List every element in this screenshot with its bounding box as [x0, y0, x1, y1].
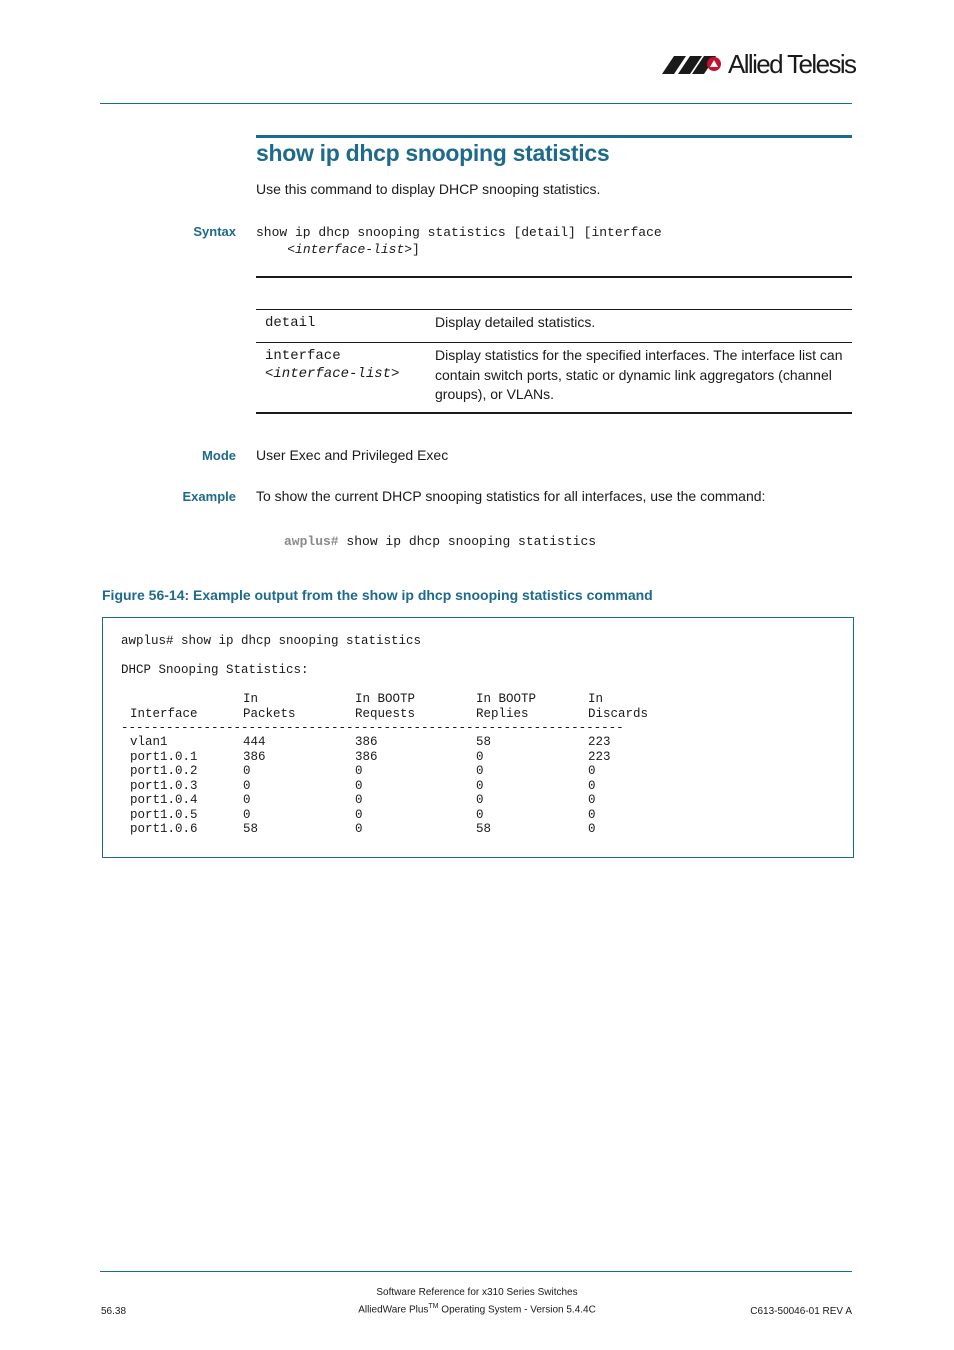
table-cell: 0 [588, 822, 596, 836]
intro-text: Use this command to display DHCP snooping statistics. [256, 181, 601, 197]
param-table-row-rule [256, 342, 852, 343]
syntax-bracket-close: >] [404, 242, 420, 257]
example-command-text: show ip dhcp snooping statistics [346, 534, 597, 549]
output-col-packets: In Packets [243, 692, 296, 721]
footer-line2: AlliedWare Plus™ Operating System - Version 5.4.4C [358, 1303, 596, 1316]
table-cell: 223 [588, 735, 611, 749]
param-name-interface: interface [265, 348, 341, 364]
table-cell: 0 [588, 778, 596, 793]
brand-name: Allied Telesis [728, 48, 856, 79]
table-cell: port1.0.1 [130, 749, 198, 764]
table-cell: 0 [355, 807, 363, 822]
figure-caption: Figure 56-14: Example output from the show ip dhcp snooping statistics command [102, 587, 653, 603]
output-command-line: awplus# show ip dhcp snooping statistics [121, 634, 422, 648]
output-col-discards: In Discards [588, 692, 649, 721]
param-name-detail: detail [265, 315, 316, 331]
footer-doc-id: C613-50046-01 REV A [750, 1306, 852, 1317]
table-cell: 0 [355, 764, 363, 778]
table-cell: 58 [243, 822, 259, 836]
table-cell: 0 [355, 793, 363, 807]
table-cell: 0 [588, 793, 596, 807]
output-heading: DHCP Snooping Statistics: [121, 663, 309, 677]
syntax-label: Syntax [193, 224, 236, 239]
output-col-requests: In BOOTP Requests [355, 692, 416, 721]
table-cell: 0 [588, 807, 596, 822]
table-cell: 0 [588, 764, 596, 778]
mode-label: Mode [202, 448, 236, 463]
example-prompt: awplus# [284, 534, 339, 549]
allied-telesis-logo [662, 48, 855, 80]
syntax-bracket-open: < [287, 242, 296, 257]
param-name-interface-list: <interface-list> [265, 366, 400, 382]
table-cell: 386 [355, 749, 378, 764]
footer-page-number: 56.38 [101, 1306, 127, 1317]
output-col-replies: In BOOTP Replies [476, 692, 537, 721]
syntax-line1: show ip dhcp snooping statistics [detail] [interface [256, 225, 662, 240]
table-cell: 386 [243, 749, 266, 764]
param-desc-detail: Display detailed statistics. [435, 314, 596, 330]
footer-line1: Software Reference for x310 Series Switches [376, 1287, 578, 1298]
title-rule [256, 135, 852, 138]
table-cell: port1.0.2 [130, 764, 198, 778]
table-cell: 58 [476, 822, 492, 836]
table-cell: 0 [243, 778, 251, 793]
table-cell: port1.0.3 [130, 778, 198, 793]
table-cell: 0 [476, 764, 484, 778]
table-cell: 58 [476, 735, 492, 749]
output-box [102, 617, 854, 858]
table-cell: 0 [355, 822, 363, 836]
output-col-interface: Interface [130, 706, 198, 721]
output-separator: ------------------------------------------------------------------- [121, 721, 624, 735]
syntax-block [256, 224, 662, 258]
table-cell: 0 [476, 749, 484, 764]
param-table-bottom-rule [256, 412, 852, 414]
header-rule [100, 103, 852, 104]
mode-text: User Exec and Privileged Exec [256, 447, 449, 463]
allied-telesis-mark-icon [662, 53, 724, 75]
table-cell: 0 [243, 807, 251, 822]
example-text: To show the current DHCP snooping statistics for all interfaces, use the command: [256, 488, 766, 504]
table-cell: 223 [588, 749, 611, 764]
table-cell: 386 [355, 735, 378, 749]
section-title: show ip dhcp snooping statistics [256, 140, 610, 166]
table-cell: 0 [243, 793, 251, 807]
table-cell: 0 [476, 807, 484, 822]
table-cell: 0 [476, 778, 484, 793]
param-table-top-rule [256, 309, 852, 310]
table-cell: port1.0.5 [130, 807, 198, 822]
table-cell: port1.0.4 [130, 793, 198, 807]
table-cell: 444 [243, 735, 266, 749]
example-command [284, 534, 596, 549]
table-cell: 0 [243, 764, 251, 778]
table-cell: 0 [476, 793, 484, 807]
table-cell: 0 [355, 778, 363, 793]
footer-rule [100, 1271, 852, 1272]
param-desc-interface: Display statistics for the specified interfaces. The interface list can contain switch ports, static or dynamic link aggregators (channel groups), or VLANs. [435, 347, 843, 402]
syntax-rule [256, 276, 852, 278]
example-label: Example [182, 489, 236, 504]
table-cell: port1.0.6 [130, 822, 198, 836]
table-cell: vlan1 [130, 735, 168, 749]
syntax-param: interface-list [295, 242, 405, 257]
